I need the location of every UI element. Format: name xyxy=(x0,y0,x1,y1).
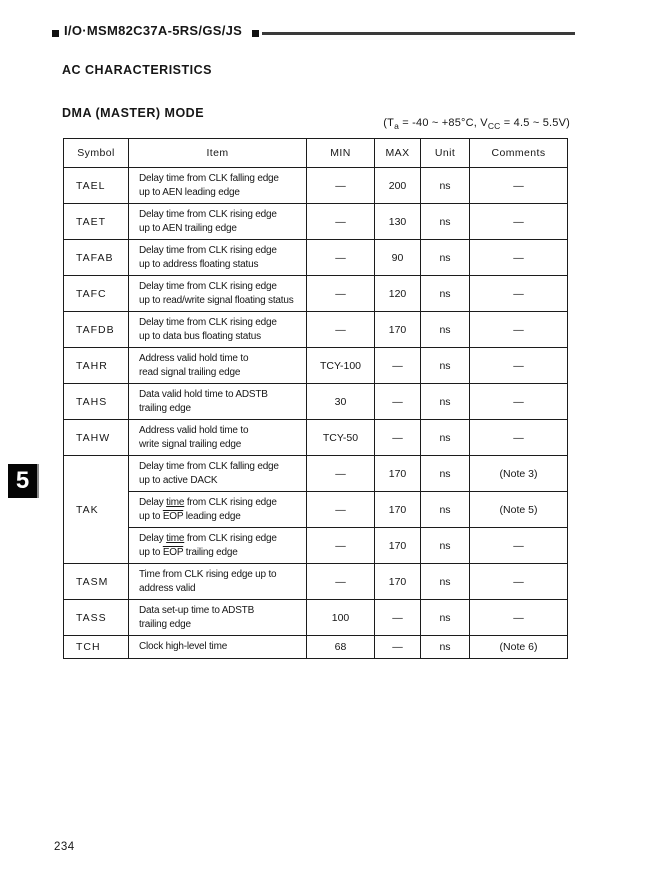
item-line: up to address floating status xyxy=(139,258,259,270)
max-cell: 170 xyxy=(375,492,421,528)
table-row xyxy=(64,600,568,636)
item-line: up to data bus floating status xyxy=(139,330,261,342)
header-rule xyxy=(262,32,575,35)
header-bullet-icon xyxy=(252,30,259,37)
item-cell xyxy=(129,600,307,636)
comments-cell: — xyxy=(470,240,568,276)
item-line: Data set-up time to ADSTB xyxy=(139,604,255,616)
unit-cell: ns xyxy=(421,204,470,240)
item-line: Delay time from CLK falling edge xyxy=(139,460,279,472)
ac-characteristics-table xyxy=(63,138,568,659)
max-cell: — xyxy=(375,420,421,456)
test-condition xyxy=(383,117,570,131)
min-cell: TCY-100 xyxy=(307,348,375,384)
column-header-unit: Unit xyxy=(421,139,470,168)
comments-cell: — xyxy=(470,528,568,564)
min-cell: 30 xyxy=(307,384,375,420)
item-line: up to read/write signal floating status xyxy=(139,294,294,306)
column-header-comments: Comments xyxy=(470,139,568,168)
min-cell: — xyxy=(307,456,375,492)
symbol-cell: TAHW xyxy=(64,420,129,456)
item-cell xyxy=(129,204,307,240)
table-row xyxy=(64,348,568,384)
item-line: Delay time from CLK rising edge xyxy=(139,316,277,328)
min-cell: — xyxy=(307,312,375,348)
symbol-cell: TAFAB xyxy=(64,240,129,276)
item-line: Time from CLK rising edge up to xyxy=(139,568,277,580)
item-line: Delay time from CLK rising edge xyxy=(139,208,277,220)
comments-cell: — xyxy=(470,312,568,348)
table-row xyxy=(64,312,568,348)
item-line: address valid xyxy=(139,582,196,594)
item-line: up to $\overline{EOP}$ trailing edge xyxy=(139,546,238,558)
item-cell xyxy=(129,312,307,348)
item-line: up to AEN leading edge xyxy=(139,186,240,198)
min-cell: — xyxy=(307,240,375,276)
condition-subscript: CC xyxy=(487,121,501,132)
symbol-cell: TASM xyxy=(64,564,129,600)
item-line: Address valid hold time to xyxy=(139,352,249,364)
unit-cell: ns xyxy=(421,528,470,564)
item-line: up to AEN trailing edge xyxy=(139,222,237,234)
table-row xyxy=(64,564,568,600)
max-cell: 170 xyxy=(375,564,421,600)
unit-cell: ns xyxy=(421,240,470,276)
table-row xyxy=(64,204,568,240)
comments-cell: — xyxy=(470,348,568,384)
max-cell: — xyxy=(375,348,421,384)
page-number: 234 xyxy=(54,841,75,853)
comments-cell: — xyxy=(470,420,568,456)
underlined-word: time xyxy=(166,532,185,544)
min-cell: — xyxy=(307,564,375,600)
unit-cell: ns xyxy=(421,312,470,348)
min-cell: — xyxy=(307,492,375,528)
item-line: read signal trailing edge xyxy=(139,366,241,378)
chapter-number: 5 xyxy=(15,467,30,494)
item-line: trailing edge xyxy=(139,618,191,630)
table-row xyxy=(64,276,568,312)
item-line: Data valid hold time to ADSTB xyxy=(139,388,268,400)
item-line: Delay time from CLK rising edge xyxy=(139,532,277,544)
item-line: Delay time from CLK falling edge xyxy=(139,172,279,184)
table-row xyxy=(64,636,568,659)
table-header-row xyxy=(64,139,568,168)
comments-cell: — xyxy=(470,168,568,204)
max-cell: — xyxy=(375,384,421,420)
subsection-title: DMA (MASTER) MODE xyxy=(62,106,205,120)
unit-cell: ns xyxy=(421,348,470,384)
condition-text-part: = -40 ~ +85°C, V xyxy=(399,117,488,129)
comments-cell: (Note 5) xyxy=(470,492,568,528)
item-line: Address valid hold time to xyxy=(139,424,249,436)
header-bullet-icon xyxy=(52,30,59,37)
min-cell: — xyxy=(307,276,375,312)
item-cell xyxy=(129,564,307,600)
unit-cell: ns xyxy=(421,492,470,528)
unit-cell: ns xyxy=(421,636,470,659)
min-cell: — xyxy=(307,168,375,204)
max-cell: 200 xyxy=(375,168,421,204)
item-line: write signal trailing edge xyxy=(139,438,242,450)
unit-cell: ns xyxy=(421,420,470,456)
item-cell xyxy=(129,528,307,564)
column-header-item: Item xyxy=(129,139,307,168)
unit-cell: ns xyxy=(421,276,470,312)
item-line: Clock high-level time xyxy=(139,641,228,652)
comments-cell: — xyxy=(470,204,568,240)
underlined-word: time xyxy=(166,496,185,508)
item-cell xyxy=(129,636,307,659)
table-row xyxy=(64,384,568,420)
max-cell: 90 xyxy=(375,240,421,276)
min-cell: 68 xyxy=(307,636,375,659)
item-cell xyxy=(129,492,307,528)
max-cell: 120 xyxy=(375,276,421,312)
table-row xyxy=(64,492,568,528)
unit-cell: ns xyxy=(421,168,470,204)
overlined-signal-name: $\overline{EOP}$ xyxy=(162,546,184,558)
unit-cell: ns xyxy=(421,564,470,600)
max-cell: — xyxy=(375,600,421,636)
max-cell: 170 xyxy=(375,528,421,564)
table-row xyxy=(64,420,568,456)
item-cell xyxy=(129,420,307,456)
item-line: up to active DACK xyxy=(139,474,218,486)
max-cell: 130 xyxy=(375,204,421,240)
min-cell: 100 xyxy=(307,600,375,636)
symbol-cell: TAFC xyxy=(64,276,129,312)
item-line: Delay time from CLK rising edge xyxy=(139,496,277,508)
table-row xyxy=(64,456,568,492)
min-cell: TCY-50 xyxy=(307,420,375,456)
symbol-cell: TAK xyxy=(64,456,129,564)
unit-cell: ns xyxy=(421,600,470,636)
min-cell: — xyxy=(307,204,375,240)
item-line: up to $\overline{EOP}$ leading edge xyxy=(139,510,241,522)
condition-text-part: = 4.5 ~ 5.5V) xyxy=(500,117,570,129)
column-header-symbol: Symbol xyxy=(64,139,129,168)
item-line: Delay time from CLK rising edge xyxy=(139,244,277,256)
item-cell xyxy=(129,384,307,420)
item-cell xyxy=(129,240,307,276)
max-cell: 170 xyxy=(375,312,421,348)
symbol-cell: TCH xyxy=(64,636,129,659)
symbol-cell: TAHR xyxy=(64,348,129,384)
item-cell xyxy=(129,348,307,384)
condition-subscript: a xyxy=(394,121,400,132)
item-line: Delay time from CLK rising edge xyxy=(139,280,277,292)
item-cell xyxy=(129,276,307,312)
comments-cell: — xyxy=(470,564,568,600)
min-cell: — xyxy=(307,528,375,564)
unit-cell: ns xyxy=(421,456,470,492)
item-line: trailing edge xyxy=(139,402,191,414)
table-row xyxy=(64,240,568,276)
max-cell: — xyxy=(375,636,421,659)
condition-text-part: (T xyxy=(383,117,395,129)
symbol-cell: TAET xyxy=(64,204,129,240)
column-header-min: MIN xyxy=(307,139,375,168)
column-header-max: MAX xyxy=(375,139,421,168)
comments-cell: — xyxy=(470,276,568,312)
chapter-tab xyxy=(8,464,39,498)
symbol-cell: TAEL xyxy=(64,168,129,204)
max-cell: 170 xyxy=(375,456,421,492)
document-title: I/O·MSM82C37A-5RS/GS/JS xyxy=(64,23,243,38)
item-cell xyxy=(129,456,307,492)
comments-cell: — xyxy=(470,384,568,420)
comments-cell: — xyxy=(470,600,568,636)
item-cell xyxy=(129,168,307,204)
symbol-cell: TAFDB xyxy=(64,312,129,348)
unit-cell: ns xyxy=(421,384,470,420)
comments-cell: (Note 6) xyxy=(470,636,568,659)
overlined-signal-name: $\overline{EOP}$ xyxy=(162,510,184,522)
symbol-cell: TAHS xyxy=(64,384,129,420)
comments-cell: (Note 3) xyxy=(470,456,568,492)
table-row xyxy=(64,528,568,564)
table-row xyxy=(64,168,568,204)
section-title: AC CHARACTERISTICS xyxy=(62,63,212,77)
symbol-cell: TASS xyxy=(64,600,129,636)
